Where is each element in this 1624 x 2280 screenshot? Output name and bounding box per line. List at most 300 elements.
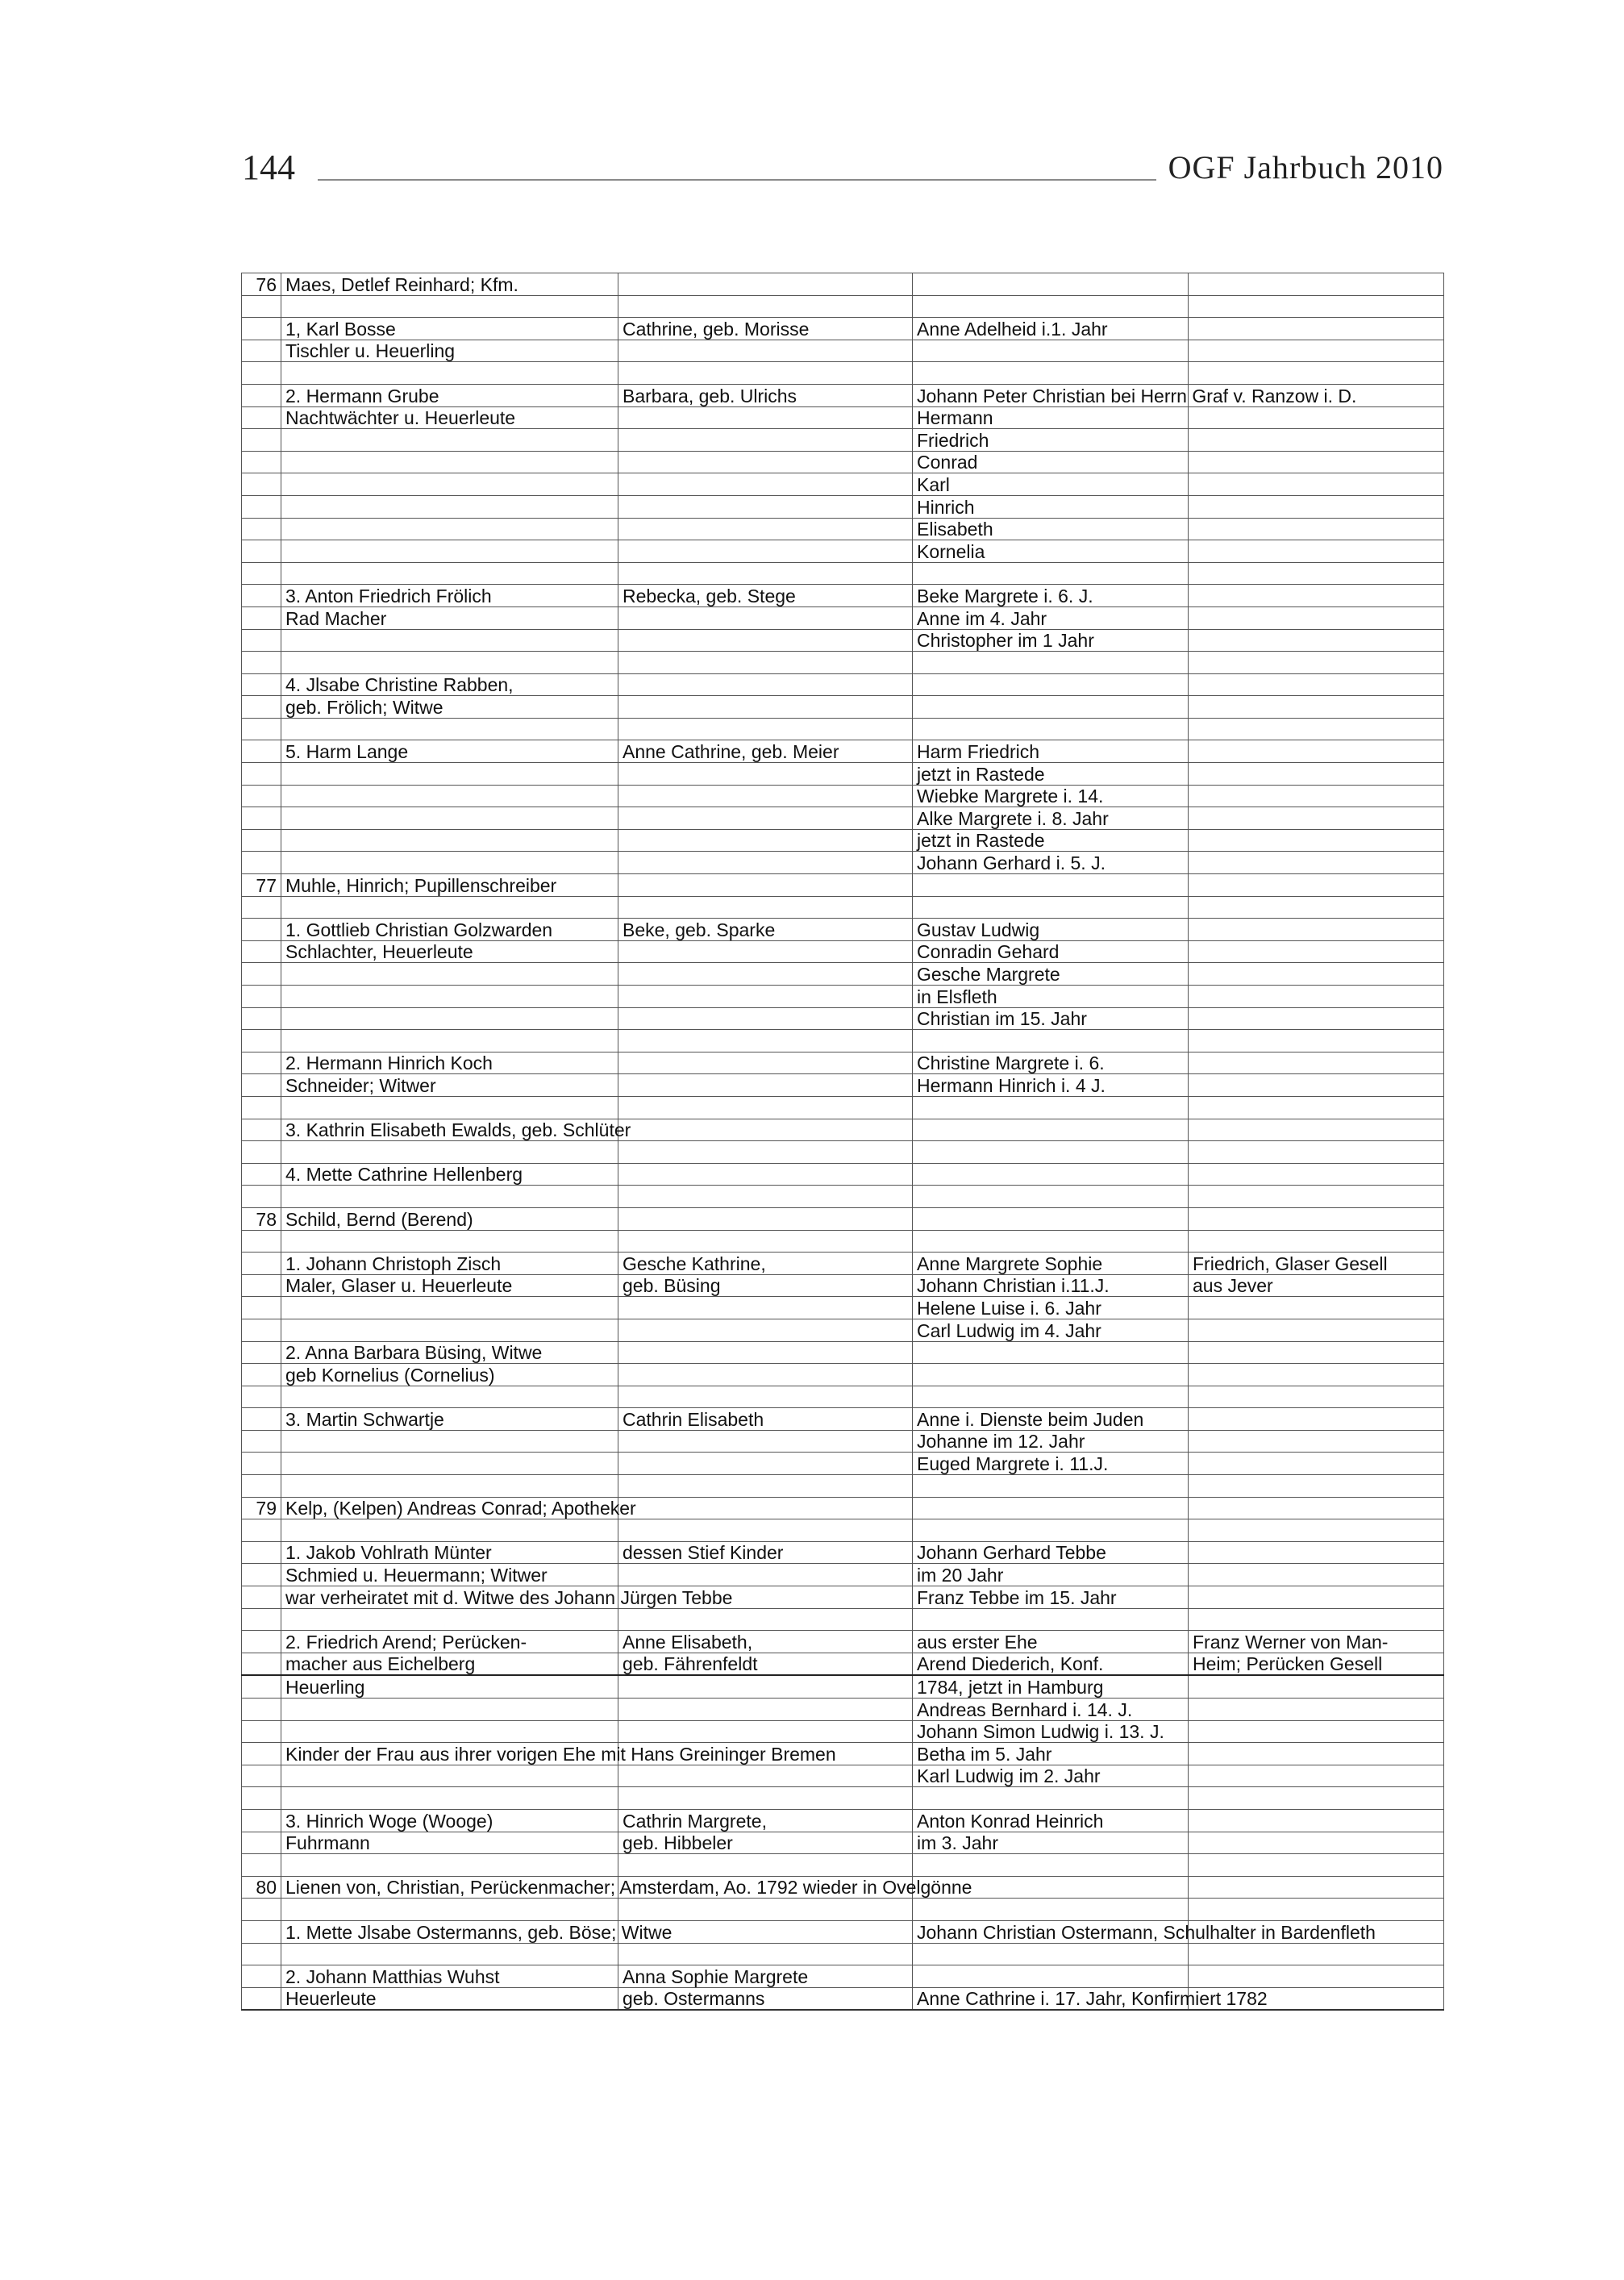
person-name-cell: 2. Friedrich Arend; Perücken-	[281, 1631, 618, 1653]
person-name-cell	[281, 473, 618, 496]
person-name-cell	[281, 295, 618, 318]
table-row	[242, 1497, 1444, 1519]
remarks-cell	[1189, 518, 1444, 540]
remarks-cell	[1189, 785, 1444, 807]
table-row	[242, 1699, 1444, 1721]
person-name-cell: Kinder der Frau aus ihrer vorigen Ehe mit Hans Greininger Bremen	[281, 1743, 618, 1765]
children-cell	[913, 673, 1189, 696]
spouse-name-cell	[618, 874, 913, 897]
remarks-cell	[1189, 1096, 1444, 1119]
table-row	[242, 740, 1444, 763]
remarks-cell	[1189, 1030, 1444, 1052]
entry-number-cell	[242, 1297, 281, 1319]
children-cell	[913, 295, 1189, 318]
children-cell: Anne Adelheid i.1. Jahr	[913, 318, 1189, 340]
table-row	[242, 1163, 1444, 1186]
entry-number-cell	[242, 673, 281, 696]
remarks-cell	[1189, 473, 1444, 496]
spouse-name-cell: dessen Stief Kinder	[618, 1541, 913, 1564]
remarks-cell	[1189, 1564, 1444, 1586]
remarks-cell	[1189, 1608, 1444, 1631]
children-cell	[913, 362, 1189, 385]
person-name-cell: Schild, Bernd (Berend)	[281, 1207, 618, 1230]
spouse-name-cell: Anne Elisabeth,	[618, 1631, 913, 1653]
person-name-cell: Tischler u. Heuerling	[281, 340, 618, 362]
table-row	[242, 919, 1444, 941]
spouse-name-cell	[618, 1854, 913, 1877]
spouse-name-cell	[618, 1386, 913, 1408]
entry-number-cell	[242, 451, 281, 473]
children-cell	[913, 1364, 1189, 1386]
children-cell	[913, 1096, 1189, 1119]
remarks-cell	[1189, 963, 1444, 986]
children-cell: jetzt in Rastede	[913, 763, 1189, 786]
children-cell	[913, 1386, 1189, 1408]
remarks-cell	[1189, 718, 1444, 740]
remarks-cell	[1189, 1854, 1444, 1877]
spouse-name-cell	[618, 495, 913, 518]
person-name-cell	[281, 518, 618, 540]
spouse-name-cell: Anna Sophie Margrete	[618, 1965, 913, 1988]
table-row	[242, 1052, 1444, 1074]
entry-number-cell	[242, 1163, 281, 1186]
spouse-name-cell	[618, 1430, 913, 1453]
remarks-cell	[1189, 1386, 1444, 1408]
remarks-cell	[1189, 606, 1444, 629]
entry-number-cell	[242, 1854, 281, 1877]
table-row	[242, 1319, 1444, 1341]
remarks-cell	[1189, 652, 1444, 674]
entry-number-cell	[242, 1119, 281, 1141]
spouse-name-cell	[618, 1186, 913, 1208]
children-cell: Arend Diederich, Konf.	[913, 1653, 1189, 1675]
remarks-cell	[1189, 1720, 1444, 1743]
remarks-cell	[1189, 1408, 1444, 1431]
remarks-cell	[1189, 318, 1444, 340]
table-row	[242, 585, 1444, 607]
remarks-cell	[1189, 1675, 1444, 1698]
remarks-cell: Heim; Perücken Gesell	[1189, 1653, 1444, 1675]
table-row	[242, 1119, 1444, 1141]
person-name-cell: 1. Gottlieb Christian Golzwarden	[281, 919, 618, 941]
children-cell: jetzt in Rastede	[913, 829, 1189, 852]
remarks-cell	[1189, 340, 1444, 362]
children-cell: Gustav Ludwig	[913, 919, 1189, 941]
person-name-cell: Maler, Glaser u. Heuerleute	[281, 1274, 618, 1297]
table-row	[242, 785, 1444, 807]
children-cell: Andreas Bernhard i. 14. J.	[913, 1699, 1189, 1721]
remarks-cell	[1189, 1765, 1444, 1787]
children-cell: Beke Margrete i. 6. J.	[913, 585, 1189, 607]
children-cell	[913, 1965, 1189, 1988]
table-row	[242, 1341, 1444, 1364]
table-row	[242, 362, 1444, 385]
person-name-cell: 1, Karl Bosse	[281, 318, 618, 340]
person-name-cell	[281, 1787, 618, 1810]
remarks-cell: Friedrich, Glaser Gesell	[1189, 1253, 1444, 1275]
person-name-cell: 3. Anton Friedrich Frölich	[281, 585, 618, 607]
spouse-name-cell: Gesche Kathrine,	[618, 1253, 913, 1275]
spouse-name-cell: geb. Hibbeler	[618, 1832, 913, 1854]
table-row	[242, 1564, 1444, 1586]
table-row	[242, 473, 1444, 496]
entry-number-cell	[242, 1743, 281, 1765]
person-name-cell	[281, 1608, 618, 1631]
person-name-cell	[281, 1141, 618, 1164]
entry-number-cell	[242, 1364, 281, 1386]
remarks-cell	[1189, 986, 1444, 1008]
table-row	[242, 1675, 1444, 1698]
children-cell	[913, 1341, 1189, 1364]
entry-number-cell	[242, 1920, 281, 1943]
remarks-cell	[1189, 1297, 1444, 1319]
remarks-cell	[1189, 540, 1444, 563]
table-row	[242, 1720, 1444, 1743]
spouse-name-cell	[618, 429, 913, 452]
remarks-cell	[1189, 1319, 1444, 1341]
children-cell: Harm Friedrich	[913, 740, 1189, 763]
children-cell	[913, 1899, 1189, 1921]
entry-number-cell: 78	[242, 1207, 281, 1230]
table-row	[242, 1186, 1444, 1208]
person-name-cell	[281, 1720, 618, 1743]
person-name-cell: Nachtwächter u. Heuerleute	[281, 406, 618, 429]
remarks-cell: Franz Werner von Man-	[1189, 1631, 1444, 1653]
children-cell	[913, 1030, 1189, 1052]
children-cell	[913, 273, 1189, 296]
children-cell: Hermann	[913, 406, 1189, 429]
spouse-name-cell: geb. Fährenfeldt	[618, 1653, 913, 1675]
person-name-cell	[281, 1096, 618, 1119]
remarks-cell	[1189, 1699, 1444, 1721]
children-cell: 1784, jetzt in Hamburg	[913, 1675, 1189, 1698]
table-row	[242, 1408, 1444, 1431]
person-name-cell	[281, 1319, 618, 1341]
spouse-name-cell	[618, 1720, 913, 1743]
table-row	[242, 1965, 1444, 1988]
person-name-cell	[281, 362, 618, 385]
entry-number-cell	[242, 1341, 281, 1364]
table-row	[242, 1230, 1444, 1253]
remarks-cell	[1189, 1475, 1444, 1498]
person-name-cell	[281, 807, 618, 830]
entry-number-cell	[242, 1253, 281, 1275]
person-name-cell	[281, 652, 618, 674]
remarks-cell	[1189, 1230, 1444, 1253]
entry-number-cell	[242, 518, 281, 540]
table-row	[242, 1074, 1444, 1097]
spouse-name-cell	[618, 1943, 913, 1965]
person-name-cell	[281, 852, 618, 874]
person-name-cell: 3. Martin Schwartje	[281, 1408, 618, 1431]
entry-number-cell: 80	[242, 1876, 281, 1899]
spouse-name-cell	[618, 1475, 913, 1498]
table-row	[242, 1430, 1444, 1453]
table-row	[242, 318, 1444, 340]
children-cell	[913, 1230, 1189, 1253]
entry-number-cell: 77	[242, 874, 281, 897]
entry-number-cell	[242, 896, 281, 919]
entry-number-cell	[242, 829, 281, 852]
remarks-cell	[1189, 1832, 1444, 1854]
spouse-name-cell: geb. Ostermanns	[618, 1987, 913, 2010]
table-row	[242, 986, 1444, 1008]
remarks-cell	[1189, 1453, 1444, 1475]
person-name-cell	[281, 1007, 618, 1030]
person-name-cell	[281, 1386, 618, 1408]
person-name-cell	[281, 1186, 618, 1208]
spouse-name-cell	[618, 273, 913, 296]
table-row	[242, 451, 1444, 473]
person-name-cell: 1. Mette Jlsabe Ostermanns, geb. Böse; Witwe	[281, 1920, 618, 1943]
entry-number-cell	[242, 1475, 281, 1498]
table-row	[242, 1787, 1444, 1810]
entry-number-cell	[242, 473, 281, 496]
entry-number-cell	[242, 1787, 281, 1810]
remarks-cell	[1189, 1430, 1444, 1453]
table-row	[242, 1386, 1444, 1408]
remarks-cell	[1189, 295, 1444, 318]
table-row	[242, 1253, 1444, 1275]
spouse-name-cell	[618, 540, 913, 563]
table-row	[242, 629, 1444, 652]
children-cell: Franz Tebbe im 15. Jahr	[913, 1586, 1189, 1609]
entry-number-cell	[242, 1631, 281, 1653]
table-row	[242, 1364, 1444, 1386]
table-row	[242, 1274, 1444, 1297]
children-cell	[913, 896, 1189, 919]
person-name-cell: Schneider; Witwer	[281, 1074, 618, 1097]
spouse-name-cell	[618, 1074, 913, 1097]
table-row	[242, 429, 1444, 452]
person-name-cell: Heuerleute	[281, 1987, 618, 2010]
register-table	[241, 273, 1444, 2011]
person-name-cell: war verheiratet mit d. Witwe des Johann Jürgen Tebbe	[281, 1586, 618, 1609]
remarks-cell	[1189, 629, 1444, 652]
spouse-name-cell	[618, 940, 913, 963]
entry-number-cell	[242, 919, 281, 941]
spouse-name-cell	[618, 1207, 913, 1230]
table-row	[242, 562, 1444, 585]
entry-number-cell	[242, 1541, 281, 1564]
person-name-cell	[281, 1943, 618, 1965]
children-cell: Kornelia	[913, 540, 1189, 563]
children-cell	[913, 652, 1189, 674]
person-name-cell: geb. Frölich; Witwe	[281, 696, 618, 719]
spouse-name-cell	[618, 852, 913, 874]
remarks-cell	[1189, 1541, 1444, 1564]
children-cell	[913, 718, 1189, 740]
children-cell: Anne Cathrine i. 17. Jahr, Konfirmiert 1782	[913, 1987, 1189, 2010]
table-row	[242, 1920, 1444, 1943]
spouse-name-cell	[618, 1319, 913, 1341]
spouse-name-cell	[618, 1096, 913, 1119]
entry-number-cell	[242, 429, 281, 452]
children-cell: Wiebke Margrete i. 14.	[913, 785, 1189, 807]
entry-number-cell	[242, 763, 281, 786]
person-name-cell: Schlachter, Heuerleute	[281, 940, 618, 963]
spouse-name-cell	[618, 673, 913, 696]
person-name-cell	[281, 1230, 618, 1253]
spouse-name-cell	[618, 1007, 913, 1030]
spouse-name-cell	[618, 1364, 913, 1386]
remarks-cell	[1189, 1787, 1444, 1810]
person-name-cell	[281, 495, 618, 518]
person-name-cell	[281, 1475, 618, 1498]
entry-number-cell: 76	[242, 273, 281, 296]
remarks-cell	[1189, 1007, 1444, 1030]
remarks-cell	[1189, 429, 1444, 452]
person-name-cell	[281, 1899, 618, 1921]
table-row	[242, 1653, 1444, 1675]
remarks-cell	[1189, 696, 1444, 719]
person-name-cell: 5. Harm Lange	[281, 740, 618, 763]
children-cell: Carl Ludwig im 4. Jahr	[913, 1319, 1189, 1341]
person-name-cell	[281, 1699, 618, 1721]
person-name-cell: Heuerling	[281, 1675, 618, 1698]
table-row	[242, 1141, 1444, 1164]
entry-number-cell	[242, 963, 281, 986]
remarks-cell	[1189, 1141, 1444, 1164]
children-cell	[913, 1207, 1189, 1230]
remarks-cell	[1189, 1074, 1444, 1097]
remarks-cell	[1189, 1743, 1444, 1765]
spouse-name-cell	[618, 1119, 913, 1141]
spouse-name-cell	[618, 1787, 913, 1810]
table-row	[242, 874, 1444, 897]
spouse-name-cell: Cathrin Elisabeth	[618, 1408, 913, 1431]
table-row	[242, 1809, 1444, 1832]
entry-number-cell	[242, 406, 281, 429]
journal-title: OGF Jahrbuch 2010	[1168, 149, 1443, 185]
table-row	[242, 1876, 1444, 1899]
children-cell: Christopher im 1 Jahr	[913, 629, 1189, 652]
children-cell	[913, 562, 1189, 585]
spouse-name-cell	[618, 1564, 913, 1586]
table-row	[242, 340, 1444, 362]
children-cell: Anne Margrete Sophie	[913, 1253, 1189, 1275]
remarks-cell	[1189, 1519, 1444, 1542]
children-cell: Anne i. Dienste beim Juden	[913, 1408, 1189, 1431]
remarks-cell	[1189, 1207, 1444, 1230]
entry-number-cell	[242, 1943, 281, 1965]
table-row	[242, 606, 1444, 629]
table-row	[242, 1765, 1444, 1787]
table-row	[242, 295, 1444, 318]
person-name-cell	[281, 629, 618, 652]
table-row	[242, 829, 1444, 852]
spouse-name-cell	[618, 1052, 913, 1074]
children-cell: Hinrich	[913, 495, 1189, 518]
page-number: 144	[242, 148, 295, 187]
entry-number-cell	[242, 1965, 281, 1988]
table-row	[242, 1007, 1444, 1030]
children-cell: Johanne im 12. Jahr	[913, 1430, 1189, 1453]
children-cell: Betha im 5. Jahr	[913, 1743, 1189, 1765]
entry-number-cell	[242, 1030, 281, 1052]
children-cell: Johann Christian i.11.J.	[913, 1274, 1189, 1297]
remarks-cell	[1189, 763, 1444, 786]
remarks-cell	[1189, 896, 1444, 919]
children-cell: Anne im 4. Jahr	[913, 606, 1189, 629]
entry-number-cell	[242, 718, 281, 740]
person-name-cell	[281, 540, 618, 563]
entry-number-cell	[242, 384, 281, 406]
table-row	[242, 1899, 1444, 1921]
entry-number-cell	[242, 1699, 281, 1721]
entry-number-cell	[242, 1386, 281, 1408]
table-row	[242, 1832, 1444, 1854]
person-name-cell	[281, 963, 618, 986]
spouse-name-cell	[618, 896, 913, 919]
remarks-cell	[1189, 1965, 1444, 1988]
spouse-name-cell	[618, 451, 913, 473]
spouse-name-cell	[618, 807, 913, 830]
spouse-name-cell	[618, 696, 913, 719]
spouse-name-cell: Beke, geb. Sparke	[618, 919, 913, 941]
person-name-cell: Rad Macher	[281, 606, 618, 629]
entry-number-cell	[242, 1408, 281, 1431]
spouse-name-cell	[618, 606, 913, 629]
person-name-cell	[281, 785, 618, 807]
spouse-name-cell	[618, 829, 913, 852]
children-cell: Helene Luise i. 6. Jahr	[913, 1297, 1189, 1319]
children-cell: Johann Peter Christian bei Herrn Graf v. Ranzow i. D.	[913, 384, 1189, 406]
children-cell	[913, 340, 1189, 362]
entry-number-cell	[242, 1230, 281, 1253]
spouse-name-cell	[618, 718, 913, 740]
table-row	[242, 1519, 1444, 1542]
remarks-cell	[1189, 562, 1444, 585]
table-row	[242, 673, 1444, 696]
entry-number-cell	[242, 1765, 281, 1787]
remarks-cell	[1189, 740, 1444, 763]
spouse-name-cell	[618, 1699, 913, 1721]
entry-number-cell	[242, 1675, 281, 1698]
remarks-cell	[1189, 807, 1444, 830]
children-cell: in Elsfleth	[913, 986, 1189, 1008]
spouse-name-cell	[618, 1675, 913, 1698]
children-cell: Johann Christian Ostermann, Schulhalter in Bardenfleth	[913, 1920, 1189, 1943]
person-name-cell: Kelp, (Kelpen) Andreas Conrad; Apotheker	[281, 1497, 618, 1519]
children-cell	[913, 1163, 1189, 1186]
children-cell: Karl Ludwig im 2. Jahr	[913, 1765, 1189, 1787]
table-row	[242, 1743, 1444, 1765]
table-row	[242, 1297, 1444, 1319]
children-cell: Johann Gerhard i. 5. J.	[913, 852, 1189, 874]
children-cell	[913, 1854, 1189, 1877]
spouse-name-cell	[618, 473, 913, 496]
person-name-cell: geb Kornelius (Cornelius)	[281, 1364, 618, 1386]
entry-number-cell	[242, 1653, 281, 1675]
entry-number-cell	[242, 1586, 281, 1609]
children-cell: Alke Margrete i. 8. Jahr	[913, 807, 1189, 830]
table-row	[242, 1207, 1444, 1230]
table-row	[242, 1586, 1444, 1609]
entry-number-cell	[242, 1608, 281, 1631]
entry-number-cell	[242, 1186, 281, 1208]
remarks-cell	[1189, 829, 1444, 852]
children-cell: im 3. Jahr	[913, 1832, 1189, 1854]
table-row	[242, 540, 1444, 563]
person-name-cell	[281, 1297, 618, 1319]
person-name-cell	[281, 1519, 618, 1542]
person-name-cell: 1. Johann Christoph Zisch	[281, 1253, 618, 1275]
entry-number-cell	[242, 1809, 281, 1832]
person-name-cell: 3. Hinrich Woge (Wooge)	[281, 1809, 618, 1832]
person-name-cell: 2. Hermann Hinrich Koch	[281, 1052, 618, 1074]
remarks-cell	[1189, 874, 1444, 897]
